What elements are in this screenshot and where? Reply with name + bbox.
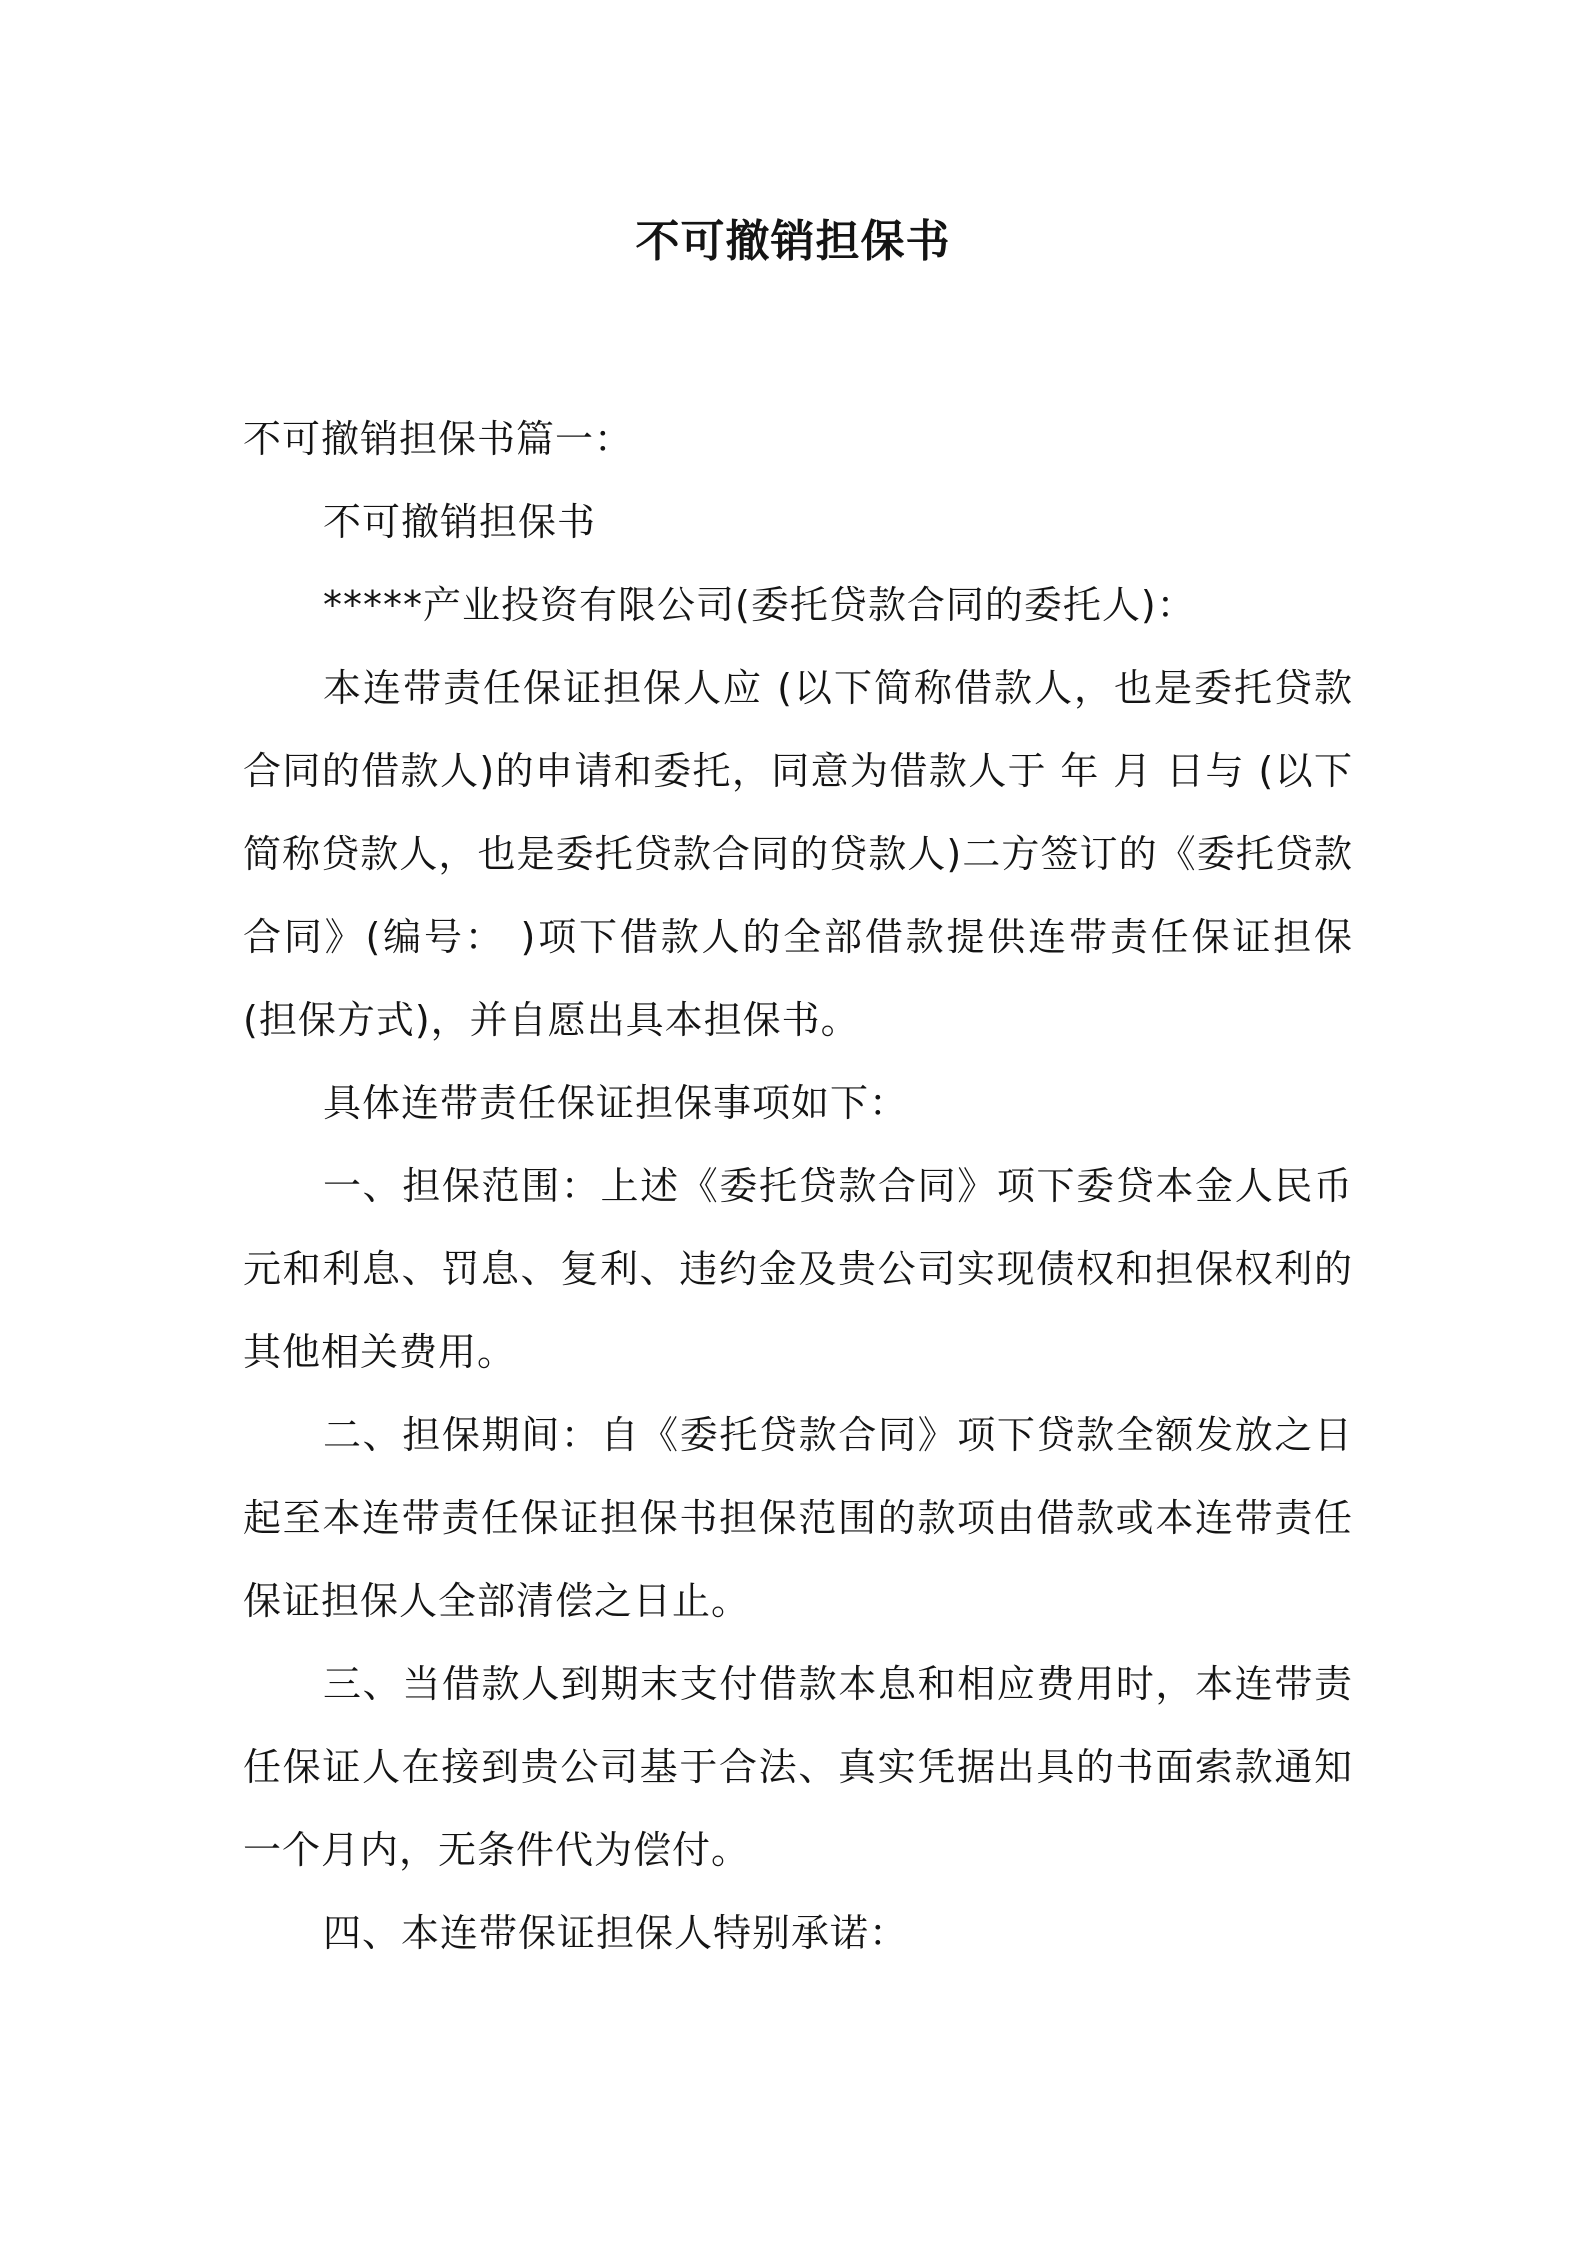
paragraph-payment: 三、当借款人到期末支付借款本息和相应费用时，本连带责任保证人在接到贵公司基于合法、真实凭据出具的书面索款通知一个月内，无条件代为偿付。	[243, 1662, 1353, 1872]
section-heading: 不可撤销担保书篇一：	[243, 417, 634, 461]
subtitle: 不可撤销担保书	[323, 500, 597, 544]
paragraph-scope: 一、担保范围：上述《委托贷款合同》项下委贷本金人民币 元和利息、罚息、复利、违约金及贵公司实现债权和担保权利的其他相关费用。	[243, 1164, 1353, 1374]
paragraph-items-intro: 具体连带责任保证担保事项如下：	[323, 1081, 909, 1125]
addressee: *****产业投资有限公司(委托贷款合同的委托人)：	[323, 583, 1196, 627]
paragraph-period: 二、担保期间：自《委托贷款合同》项下贷款全额发放之日起至本连带责任保证担保书担保范围的款项由借款或本连带责任保证担保人全部清偿之日止。	[243, 1413, 1353, 1623]
document-body	[243, 398, 1353, 1975]
paragraph-application: 本连带责任保证担保人应 (以下简称借款人，也是委托贷款合同的借款人)的申请和委托，同意为借款人于 年 月 日与 (以下简称贷款人，也是委托贷款合同的贷款人)二方签订的《委托贷款合同》(编号： )项下借款人的全部借款提供连带责任保证担保(担保方式)，并自愿出具本担保书。	[243, 666, 1353, 1042]
document-title: 不可撤销担保书	[635, 216, 951, 267]
paragraph-commitment: 四、本连带保证担保人特别承诺：	[323, 1911, 909, 1955]
